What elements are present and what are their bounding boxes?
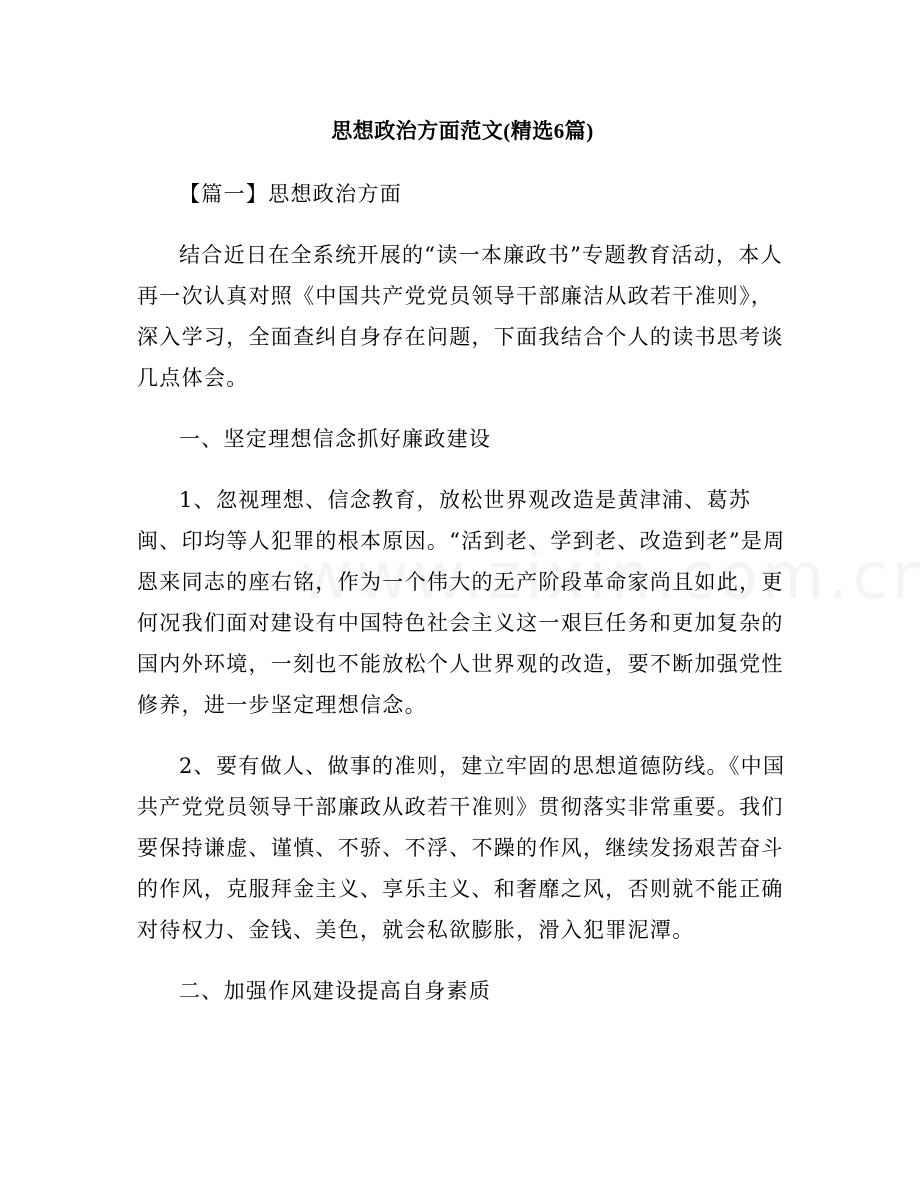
heading-part-two: 二、加强作风建设提高自身素质 [179, 979, 492, 1003]
paragraph-intro: 结合近日在全系统开展的“读一本廉政书”专题教育活动，本人再一次认真对照《中国共产党党员领导干部廉洁从政若干准则》，深入学习，全面查纠自身存在问题，下面我结合个人的读书思考谈几点体会。 [137, 243, 784, 390]
section-heading: 【篇一】思想政治方面 [179, 182, 402, 206]
paragraph-point-two: 2、要有做人、做事的准则，建立牢固的思想道德防线。《中国共产党党员领导干部廉政从政若干准则》贯彻落实非常重要。我们要保持谦虚、谨慎、不骄、不浮、不躁的作风，继续发扬艰苦奋斗的作风，克服拜金主义、享乐主义、和奢靡之风，否则就不能正确对待权力、金钱、美色，就会私欲膨胀，滑入犯罪泥潭。 [137, 754, 786, 942]
paragraph-point-one: 1、忽视理想、信念教育，放松世界观改造是黄津浦、葛苏闽、印均等人犯罪的根本原因。“活到老、学到老、改造到老”是周恩来同志的座右铭，作为一个伟大的无产阶段革命家尚且如此，更何况我们面对建设有中国特色社会主义这一艰巨任务和更加复杂的国内外环境，一刻也不能放松个人世界观的改造，要不断加强党性修养，进一步坚定理想信念。 [137, 488, 786, 717]
heading-part-one: 一、坚定理想信念抓好廉政建设 [179, 427, 492, 451]
document-title: 思想政治方面范文(精选6篇) [331, 119, 594, 143]
